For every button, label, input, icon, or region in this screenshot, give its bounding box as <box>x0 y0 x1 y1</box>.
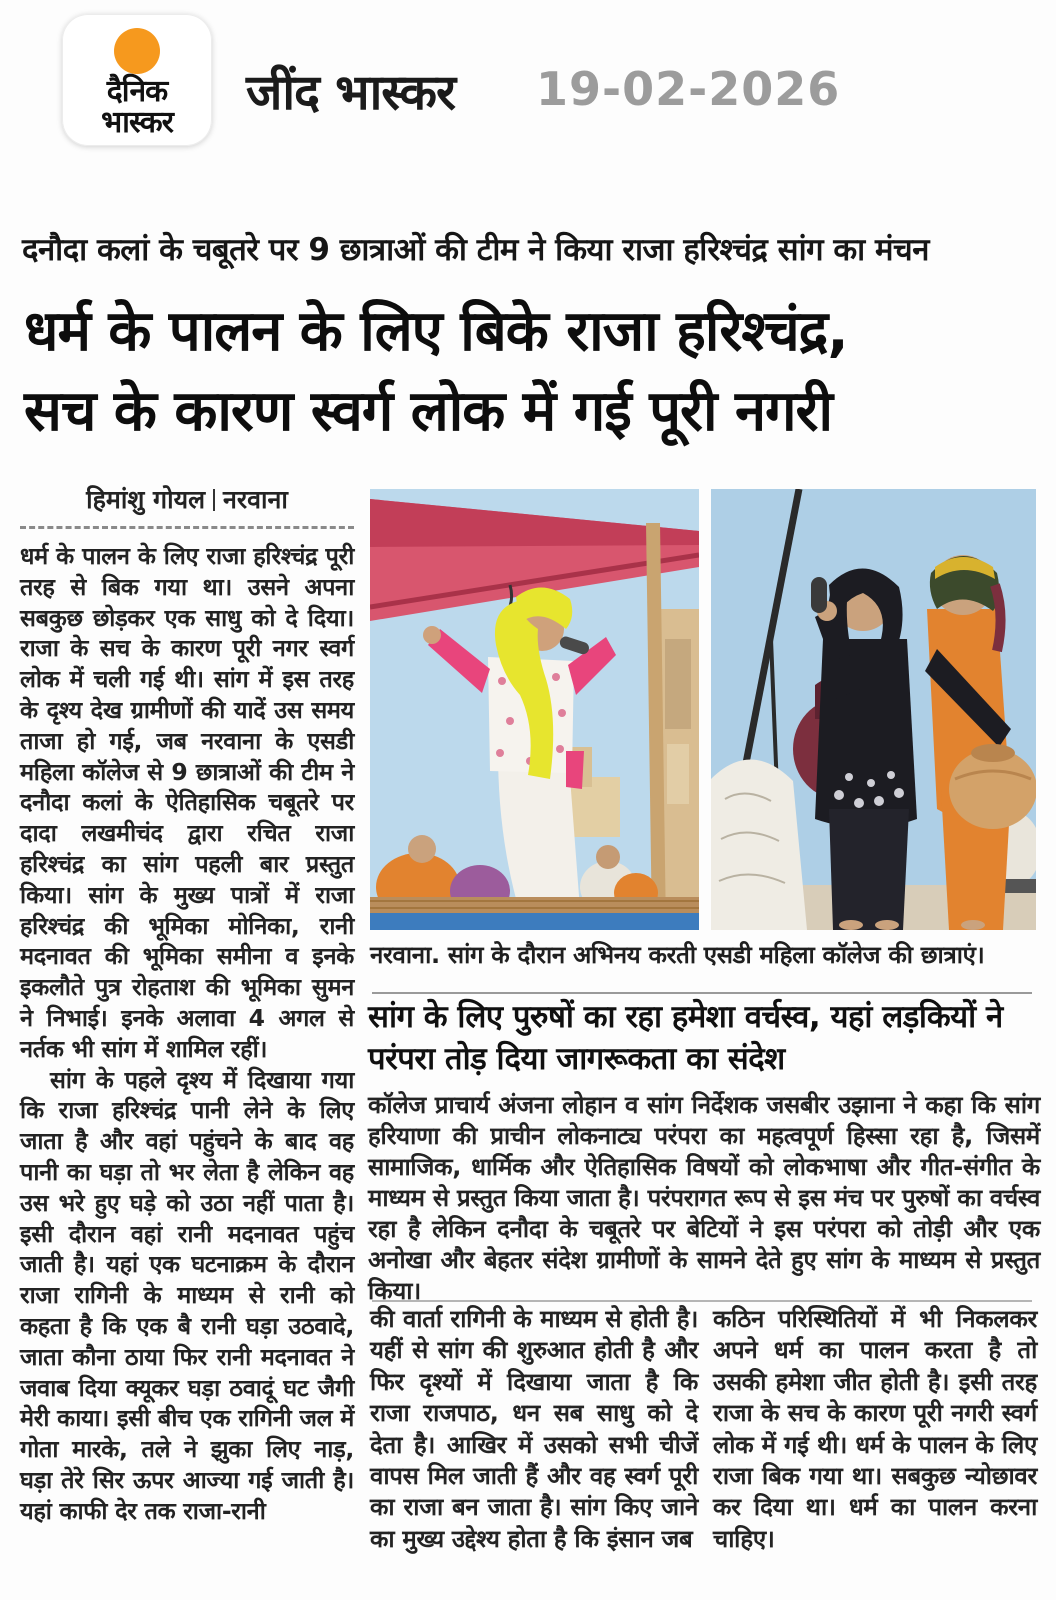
edition-date: 19-02-2026 <box>536 62 841 116</box>
article-body-left <box>20 541 354 1527</box>
subhead-line2: परंपरा तोड़ दिया जागरूकता का संदेश <box>368 1041 785 1077</box>
photo-singers <box>711 489 1036 930</box>
subheadline <box>368 996 1040 1080</box>
logo-line2: भास्कर <box>101 105 173 140</box>
section-rule <box>372 1300 1032 1302</box>
byline-name: हिमांशु गोयल <box>86 485 206 514</box>
left-column <box>20 482 354 1527</box>
caption-rule <box>372 992 1032 994</box>
logo-line1: दैनिक <box>106 74 168 109</box>
photo2-illustration <box>711 489 1036 930</box>
logo-text <box>101 76 173 138</box>
bottom-column-2: कठिन परिस्थितियों में भी निकलकर अपने धर्म का पालन करता है तो उसकी हमेशा जीत होती है। इसी तरह राजा के सच के कारण पूरी नगरी स्वर्ग लोक में गई थी। धर्म के पालन के लिए राजा बिक गया था। सबकुछ न्योछावर कर दिया था। धर्म का पालन करना चाहिए। <box>713 1305 1037 1553</box>
photo1-illustration <box>370 489 699 930</box>
sun-icon <box>114 28 160 74</box>
bottom-column-1: की वार्ता रागिनी के माध्यम से होती है। यहीं से सांग की शुरुआत होती है और फिर दृश्यों में दिखाया जाता है कि राजा राजपाठ, धन सब साधु को दे देता है। आखिर में उसको सभी चीजें वापस मिल जाती हैं और वह स्वर्ग पूरी का राजा बन जाता है। सांग किए जाने का मुख्य उद्देश्य होता है कि इंसान जब <box>370 1305 698 1553</box>
paragraph: धर्म के पालन के लिए राजा हरिश्चंद्र पूरी तरह से बिक गया था। उसने अपना सबकुछ छोड़कर एक साधु को दे दिया। राजा के सच के कारण पूरी नगर स्वर्ग लोक में चली गई थी। सांग में इस तरह के दृश्य देख ग्रामीणों की यादें उस समय ताजा हो गई, जब नरवाना के एसडी महिला कॉलेज से 9 छात्राओं की टीम ने दनौदा कलां के ऐतिहासिक चबूतरे पर दादा लखमीचंद द्वारा रचित राजा हरिश्चंद्र का सांग पहली बार प्रस्तुत किया। सांग के मुख्य पात्रों में राजा हरिश्चंद्र की भूमिका मोनिका, रानी मदनावत की भूमिका समीना व इनके इकलौते पुत्र रोहताश की भूमिका सुमन ने निभाई। इनके अलावा 4 अगल से नर्तक भी सांग में शामिल रहीं। <box>20 542 354 1063</box>
subhead-line1: सांग के लिए पुरुषों का रहा हमेशा वर्चस्व, यहां लड़कियों ने <box>368 999 1003 1035</box>
headline-line1: धर्म के पालन के लिए बिके राजा हरिश्चंद्र, <box>24 299 848 364</box>
byline-divider <box>213 489 215 511</box>
photo-caption: नरवाना. सांग के दौरान अभिनय करती एसडी महिला कॉलेज की छात्राएं। <box>370 941 985 969</box>
paragraph: सांग के पहले दृश्य में दिखाया गया कि राजा हरिश्चंद्र पानी लेने के लिए जाता है और वहां पहुंचने के बाद वह पानी का घड़ा तो भर लेता है लेकिन वह उस भरे हुए घड़े को उठा नहीं पाता है। इसी दौरान वहां रानी मदनावत पहुंच जाती है। यहां एक घटनाक्रम के दौरान राजा रागिनी के माध्यम से रानी को कहता है कि एक बै रानी घड़ा उठवादे, जाता कौना ठाया फिर रानी मदनावत ने जवाब दिया क्यूकर घड़ा ठवादूं घट जैगी मेरी काया। इसी बीच एक रागिनी जल में गोता मारके, तले ने झुका लिए नाड़, घड़ा तेरे सिर ऊपर आज्या गई जाती है। यहां काफी देर तक राजा-रानी <box>20 1065 354 1525</box>
lead-paragraph: कॉलेज प्राचार्य अंजना लोहान व सांग निर्देशक जसबीर उझाना ने कहा कि सांग हरियाणा की प्राचीन लोकनाट्य परंपरा का महत्वपूर्ण हिस्सा रहा है, जिसमें सामाजिक, धार्मिक और ऐतिहासिक विषयों को लोकभाषा और गीत-संगीत के माध्यम से प्रस्तुत किया जाता है। परंपरागत रूप से इस मंच पर पुरुषों का वर्चस्व रहा है लेकिन दनौदा के चबूतरे पर बेटियों ने इस परंपरा को तोड़ी और एक अनोखा और बेहतर संदेश ग्रामीणों के सामने देते हुए सांग के माध्यम से प्रस्तुत किया। <box>368 1091 1040 1305</box>
byline-location: नरवाना <box>223 485 288 514</box>
byline-rule <box>20 526 354 529</box>
dainik-bhaskar-logo <box>62 14 212 146</box>
photo-stage-performer <box>370 489 699 930</box>
byline <box>20 482 354 526</box>
headline-line2: सच के कारण स्वर्ग लोक में गई पूरी नगरी <box>24 379 832 444</box>
edition-title: जींद भास्कर <box>246 64 455 121</box>
kicker: दनौदा कलां के चबूतरे पर 9 छात्राओं की टीम ने किया राजा हरिश्चंद्र सांग का मंचन <box>22 232 929 268</box>
headline <box>24 292 1034 452</box>
